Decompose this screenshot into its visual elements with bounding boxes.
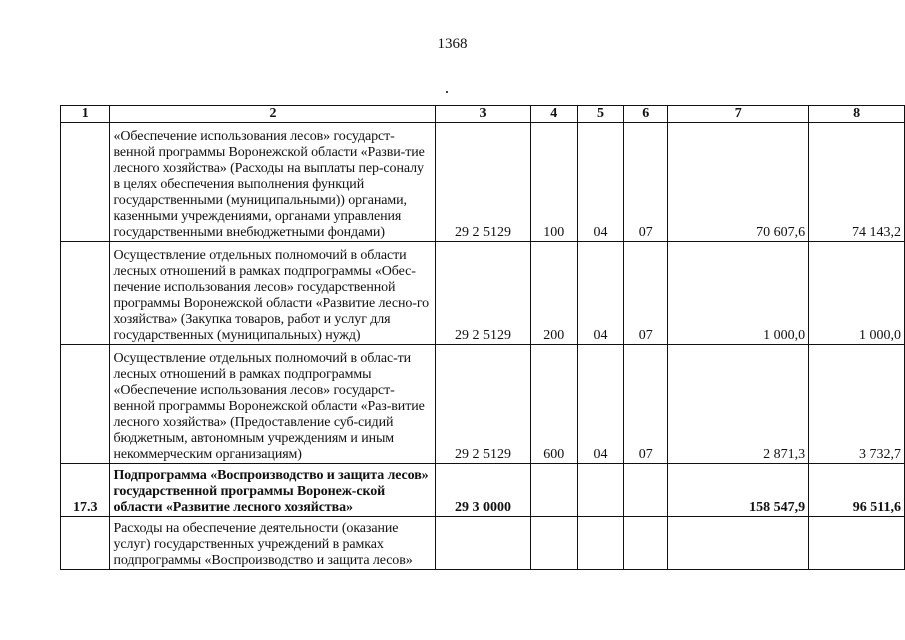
scan-speck: [446, 91, 448, 93]
amount-cell-col8: [809, 517, 905, 570]
section-cell: [577, 517, 623, 570]
amount-cell-col7: 1 000,0: [668, 242, 809, 345]
target-article-cell: 29 2 5129: [436, 345, 530, 464]
subsection-cell: 07: [624, 123, 668, 242]
subprogram-row: [61, 464, 905, 517]
page-number: 1368: [437, 36, 468, 52]
expense-type-cell: [530, 517, 577, 570]
row-number-cell: 17.3: [61, 464, 110, 517]
header-row: [61, 106, 905, 123]
header-cell: 5: [577, 106, 623, 123]
table-row: [61, 517, 905, 570]
header-cell: 6: [624, 106, 668, 123]
row-name-cell: «Обеспечение использования лесов» государст-венной программы Воронежской области «Разви-тие лесного хозяйства» (Расходы на выплаты пер-соналу в целях обеспечения выполнения функций государственными (муниципальными)) органами, казенными учреждениями, органами управления государственными внебюджетными фондами): [110, 123, 436, 242]
amount-cell-col7: [668, 517, 809, 570]
header-cell: 8: [809, 106, 905, 123]
amount-cell-col8: 1 000,0: [809, 242, 905, 345]
amount-cell-col8: 74 143,2: [809, 123, 905, 242]
subsection-cell: [624, 464, 668, 517]
target-article-cell: 29 2 5129: [436, 242, 530, 345]
section-cell: 04: [577, 242, 623, 345]
amount-cell-col8: 96 511,6: [809, 464, 905, 517]
row-name-cell: Расходы на обеспечение деятельности (оказание услуг) государственных учреждений в рамках подпрограммы «Воспроизводство и защита лесов»: [110, 517, 436, 570]
header-cell: 7: [668, 106, 809, 123]
table-row: [61, 123, 905, 242]
row-number-cell: [61, 123, 110, 242]
header-cell: 4: [530, 106, 577, 123]
expense-type-cell: [530, 464, 577, 517]
section-cell: [577, 464, 623, 517]
subsection-cell: 07: [624, 242, 668, 345]
row-name-cell: Подпрограмма «Воспроизводство и защита лесов» государственной программы Воронеж-ской области «Развитие лесного хозяйства»: [110, 464, 436, 517]
amount-cell-col8: 3 732,7: [809, 345, 905, 464]
row-number-cell: [61, 242, 110, 345]
row-number-cell: [61, 345, 110, 464]
target-article-cell: [436, 517, 530, 570]
table-row: [61, 345, 905, 464]
section-cell: 04: [577, 123, 623, 242]
expense-type-cell: 100: [530, 123, 577, 242]
section-cell: 04: [577, 345, 623, 464]
table-row: [61, 242, 905, 345]
header-cell: 3: [436, 106, 530, 123]
header-cell: 2: [110, 106, 436, 123]
subsection-cell: 07: [624, 345, 668, 464]
row-name-cell: Осуществление отдельных полномочий в облас-ти лесных отношений в рамках подпрограммы «Обеспечение использования лесов» государст-венной программы Воронежской области «Раз-витие лесного хозяйства» (Предоставление суб-сидий бюджетным, автономным учреждениям и иным некоммерческим организациям): [110, 345, 436, 464]
row-name-cell: Осуществление отдельных полномочий в области лесных отношений в рамках подпрограммы «Обес-печение использования лесов» государственной программы Воронежской области «Развитие лесно-го хозяйства» (Закупка товаров, работ и услуг для государственных (муниципальных) нужд): [110, 242, 436, 345]
amount-cell-col7: 2 871,3: [668, 345, 809, 464]
amount-cell-col7: 70 607,6: [668, 123, 809, 242]
header-cell: 1: [61, 106, 110, 123]
amount-cell-col7: 158 547,9: [668, 464, 809, 517]
subsection-cell: [624, 517, 668, 570]
row-number-cell: [61, 517, 110, 570]
target-article-cell: 29 3 0000: [436, 464, 530, 517]
budget-table: [60, 105, 905, 570]
target-article-cell: 29 2 5129: [436, 123, 530, 242]
expense-type-cell: 600: [530, 345, 577, 464]
expense-type-cell: 200: [530, 242, 577, 345]
